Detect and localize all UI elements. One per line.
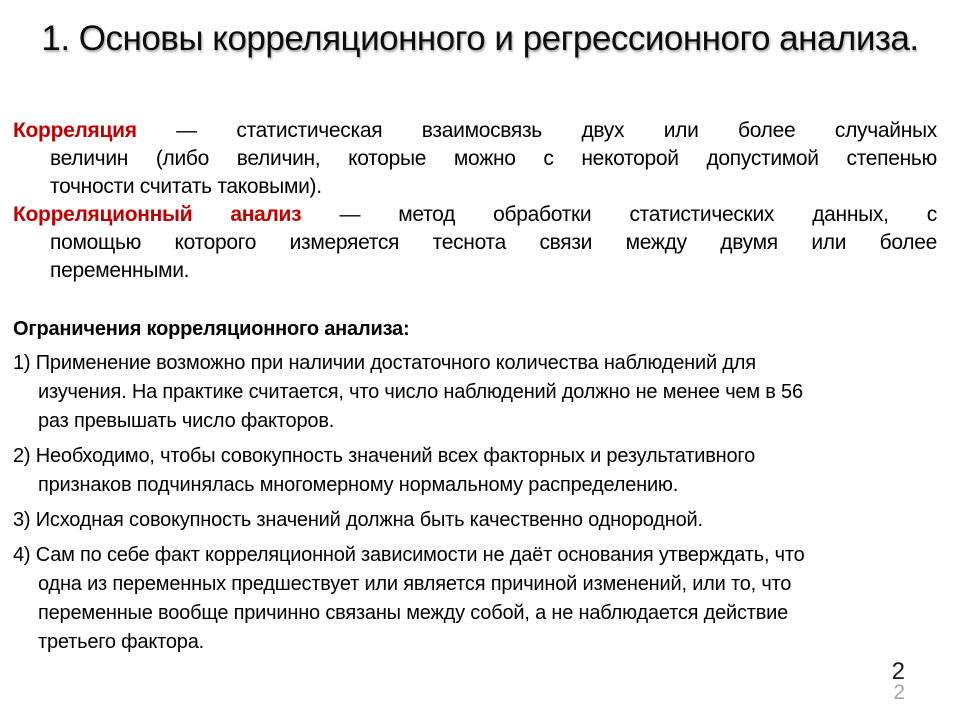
page-number: 2	[891, 658, 905, 685]
term-correlation-analysis: Корреляционный анализ	[13, 203, 302, 226]
limitation-item-4	[13, 541, 937, 657]
definition-line: помощью которого измеряется теснота связи между двумя или более	[50, 231, 937, 254]
definition-text: — метод обработки статистических данных, с	[339, 203, 937, 226]
item-number: 2)	[13, 445, 31, 467]
limitations-heading: Ограничения корреляционного анализа:	[13, 318, 410, 340]
item-number: 1)	[13, 352, 31, 374]
page-number-shadow: 2	[893, 681, 905, 704]
limitation-line: раз превышать число факторов.	[38, 410, 335, 432]
definition-line	[13, 117, 937, 145]
definition-line: величин (либо величин, которые можно с некоторой допустимой степенью	[50, 147, 937, 170]
slide-body	[13, 117, 937, 657]
limitation-item-3	[13, 506, 937, 535]
limitation-item-2	[13, 442, 937, 500]
limitation-line: третьего фактора.	[38, 631, 204, 653]
limitation-line	[13, 349, 937, 378]
item-text: Исходная совокупность значений должна быть качественно однородной.	[35, 509, 703, 531]
limitation-line: переменные вообще причинно связаны между собой, а не наблюдается действие	[38, 602, 789, 624]
limitation-line	[13, 506, 937, 535]
limitation-line	[13, 541, 937, 570]
definition-line	[13, 201, 937, 229]
slide-title: 1. Основы корреляционного и регрессионного анализа.	[41, 19, 919, 58]
definition-line: точности считать таковыми).	[50, 175, 322, 198]
definition-line: переменными.	[50, 259, 190, 282]
definition-correlation-analysis	[13, 201, 937, 285]
limitation-item-1	[13, 349, 937, 436]
definition-correlation	[13, 117, 937, 201]
term-correlation: Корреляция	[13, 119, 137, 142]
item-number: 4)	[13, 544, 31, 566]
item-text: Применение возможно при наличии достаточного количества наблюдений для	[35, 352, 756, 374]
limitation-line: признаков подчинялась многомерному нормальному распределению.	[38, 474, 679, 496]
definition-text: — статистическая взаимосвязь двух или более случайных	[176, 119, 937, 142]
limitation-line: изучения. На практике считается, что число наблюдений должно не менее чем в 56	[38, 381, 803, 403]
item-text: Сам по себе факт корреляционной зависимости не даёт основания утверждать, что	[35, 544, 805, 566]
limitation-line: одна из переменных предшествует или является причиной изменений, или то, что	[38, 573, 792, 595]
item-number: 3)	[13, 509, 31, 531]
item-text: Необходимо, чтобы совокупность значений всех факторных и результативного	[35, 445, 755, 467]
limitation-line	[13, 442, 937, 471]
